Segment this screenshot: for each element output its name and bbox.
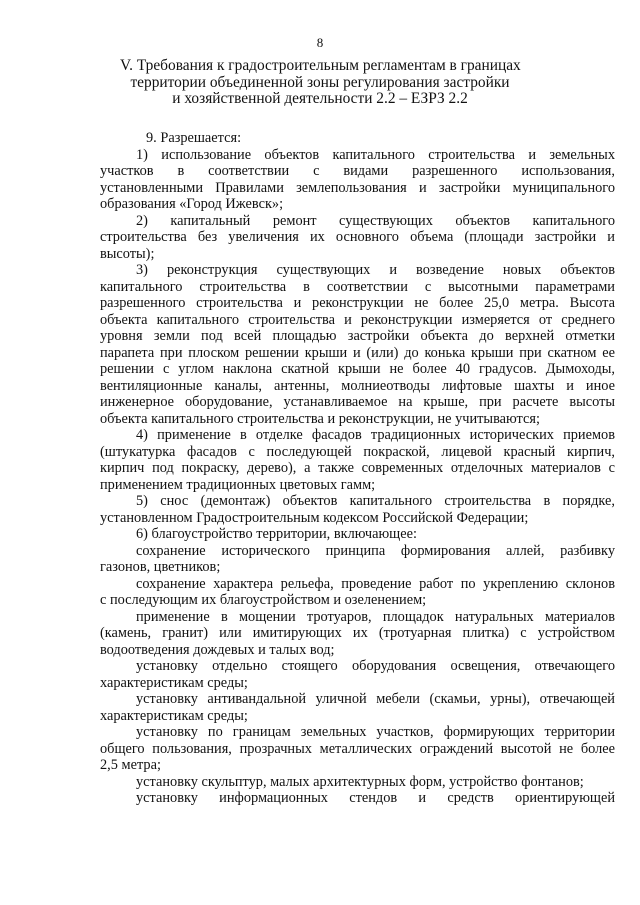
text-line: 5) снос (демонтаж) объектов капитального строительства в порядке,	[136, 493, 615, 509]
text-line: сохранение исторического принципа формирования аллей, разбивку	[136, 542, 615, 559]
text-line: установку скульптур, малых архитектурных форм, устройство фонтанов;	[136, 773, 584, 790]
text-line: объекта капитального строительства и реконструкции измеряется от среднего	[100, 311, 615, 328]
text-line: кирпич под покраску, дерево), а также современных отделочных материалов с	[100, 460, 615, 476]
text-line: применением традиционных цветовых гамм;	[100, 476, 376, 493]
text-line: установку антивандальной уличной мебели (скамьи, урны), отвечающей	[136, 691, 615, 707]
text-line: 9. Разрешается:	[146, 130, 242, 146]
text-line: 1) использование объектов капитального строительства и земельных	[136, 146, 615, 163]
text-line: (штукатурка фасадов с последующей покраской, лицевой красный кирпич,	[100, 443, 615, 460]
section-heading	[120, 58, 520, 108]
text-line: применение в мощении тротуаров, площадок натуральных материалов	[136, 608, 615, 625]
text-line: газонов, цветников;	[100, 559, 221, 575]
text-line: водоотведения дождевых и талых вод;	[100, 641, 335, 658]
text-line: образования «Город Ижевск»;	[100, 196, 284, 212]
text-line: 2) капитальный ремонт существующих объектов капитального	[136, 212, 615, 229]
text-line: установленном Градостроительным кодексом Российской Федерации;	[100, 509, 529, 526]
text-line: вентиляционные каналы, антенны, молниеотводы лифтовые шахты и иное	[100, 377, 615, 394]
text-line: парапета при плоском решении крыши и (или) до конька крыши при скатном ее	[100, 344, 615, 361]
text-line: установку по границам земельных участков, формирующих территории	[136, 724, 615, 740]
text-line: разрешенного строительства и реконструкции не более 25,0 метра. Высота	[100, 295, 615, 311]
text-line: установленными Правилами землепользования и застройки муниципального	[100, 179, 615, 196]
text-line: установку информационных стендов и средств ориентирующей	[136, 790, 615, 806]
text-line: характеристикам среды;	[100, 674, 248, 691]
text-line: инженерное оборудование, устанавливаемое на крыше, при расчете высоты	[100, 394, 615, 410]
text-line: с последующим их благоустройством и озеленением;	[100, 592, 427, 608]
heading-line: территории объединенной зоны регулирования застройки	[130, 73, 510, 91]
body-text	[100, 130, 615, 807]
text-line: 6) благоустройство территории, включающее:	[136, 526, 417, 542]
text-line: (камень, гранит) или имитирующих их (тротуарная плитка) с устройством	[100, 625, 615, 641]
text-line: характеристикам среды;	[100, 707, 248, 724]
text-line: установку отдельно стоящего оборудования освещения, отвечающего	[136, 658, 615, 674]
text-line: уровня земли под всей площадью застройки объекта до верхней отметки	[100, 328, 615, 344]
text-line: высоты);	[100, 245, 155, 262]
text-line: 3) реконструкция существующих и возведение новых объектов	[136, 262, 615, 278]
page-number: 8	[316, 35, 324, 50]
text-line: строительства без увеличения их основного объема (площади застройки и	[100, 229, 615, 245]
text-line: общего пользования, прозрачных металлических ограждений высотой не более	[100, 740, 615, 757]
text-line: участков в соответствии с видами разрешенного использования,	[100, 163, 615, 179]
text-line: капитального строительства в соответствии с высотными параметрами	[100, 278, 615, 295]
text-line: решении с углом наклона скатной крыши не более 40 градусов. Дымоходы,	[100, 361, 615, 377]
heading-line: V. Требования к градостроительным регламентам в границах	[120, 57, 521, 74]
text-line: объекта капитального строительства и реконструкции, не учитываются;	[100, 410, 540, 427]
text-line: сохранение характера рельефа, проведение работ по укреплению склонов	[136, 575, 615, 592]
text-line: 2,5 метра;	[100, 757, 161, 773]
heading-line: и хозяйственной деятельности 2.2 – ЕЗРЗ 2.2	[172, 90, 468, 108]
text-line: 4) применение в отделке фасадов традиционных исторических приемов	[136, 427, 615, 443]
